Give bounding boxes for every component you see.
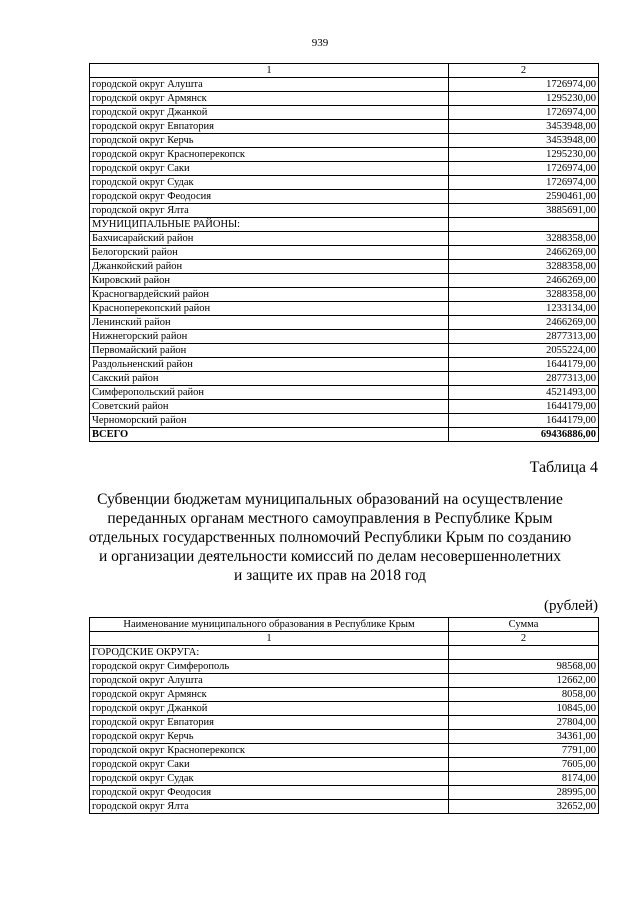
table-row (90, 786, 599, 800)
table-row (90, 260, 599, 274)
row-value: 28995,00 (449, 786, 599, 800)
row-name: Симферопольский район (90, 386, 449, 400)
title-line: и защите их прав на 2018 год (233, 567, 427, 584)
table-row (90, 162, 599, 176)
commission-subsidy-table (89, 617, 599, 814)
row-name: городской округ Алушта (90, 78, 449, 92)
row-value: 1726974,00 (449, 106, 599, 120)
row-value: 2466269,00 (449, 316, 599, 330)
row-value: 1295230,00 (449, 92, 599, 106)
row-value: 3288358,00 (449, 232, 599, 246)
row-name: городской округ Евпатория (90, 120, 449, 134)
row-name: Белогорский район (90, 246, 449, 260)
title-line: переданных органам местного самоуправления в Республике Крым (107, 510, 553, 527)
row-value: 2590461,00 (449, 190, 599, 204)
row-name: городской округ Симферополь (90, 660, 449, 674)
table-label: Таблица 4 (529, 459, 598, 476)
row-value: 1644179,00 (449, 358, 599, 372)
row-value: 98568,00 (449, 660, 599, 674)
row-value: 1726974,00 (449, 176, 599, 190)
table-row (90, 702, 599, 716)
table-row (90, 218, 599, 232)
table-row (90, 660, 599, 674)
title-line: и организации деятельности комиссий по делам несовершеннолетних (98, 548, 562, 565)
table-row (90, 274, 599, 288)
table-row (90, 232, 599, 246)
row-name: Первомайский район (90, 344, 449, 358)
row-name: Красногвардейский район (90, 288, 449, 302)
row-value: 3885691,00 (449, 204, 599, 218)
column-number-row (90, 64, 599, 78)
row-name: городской округ Армянск (90, 688, 449, 702)
table-row (90, 744, 599, 758)
row-name: городской округ Керчь (90, 730, 449, 744)
row-value: 2466269,00 (449, 274, 599, 288)
row-value: 1726974,00 (449, 78, 599, 92)
row-name: МУНИЦИПАЛЬНЫЕ РАЙОНЫ: (90, 218, 449, 232)
row-value: 10845,00 (449, 702, 599, 716)
row-name: Сакский район (90, 372, 449, 386)
row-name: Ленинский район (90, 316, 449, 330)
subsidy-table-continued (89, 63, 599, 442)
table-row (90, 344, 599, 358)
row-value: 1233134,00 (449, 302, 599, 316)
row-name: городской округ Саки (90, 758, 449, 772)
table-row (90, 758, 599, 772)
total-label: ВСЕГО (90, 428, 449, 442)
table-row (90, 176, 599, 190)
row-value: 34361,00 (449, 730, 599, 744)
row-name: городской округ Ялта (90, 800, 449, 814)
row-name: городской округ Феодосия (90, 786, 449, 800)
page-number: 939 (311, 37, 329, 49)
row-name: городской округ Джанкой (90, 702, 449, 716)
table-title (60, 490, 600, 585)
row-value: 3453948,00 (449, 134, 599, 148)
row-value (449, 646, 599, 660)
column-header-row (90, 618, 599, 632)
table-row (90, 190, 599, 204)
row-value: 27804,00 (449, 716, 599, 730)
row-value: 8174,00 (449, 772, 599, 786)
row-value: 1726974,00 (449, 162, 599, 176)
row-name: городской округ Ялта (90, 204, 449, 218)
table-row (90, 372, 599, 386)
table-row (90, 688, 599, 702)
table-row (90, 772, 599, 786)
column-number-2: 2 (449, 64, 599, 78)
row-value: 3288358,00 (449, 260, 599, 274)
table-row (90, 400, 599, 414)
row-value: 3453948,00 (449, 120, 599, 134)
table-row (90, 106, 599, 120)
row-value: 4521493,00 (449, 386, 599, 400)
table-row (90, 134, 599, 148)
row-value: 12662,00 (449, 674, 599, 688)
row-value: 3288358,00 (449, 288, 599, 302)
row-value: 1295230,00 (449, 148, 599, 162)
table-row (90, 78, 599, 92)
row-value: 8058,00 (449, 688, 599, 702)
row-name: городской округ Феодосия (90, 190, 449, 204)
row-value (449, 218, 599, 232)
row-name: городской округ Алушта (90, 674, 449, 688)
table-row (90, 204, 599, 218)
row-name: Нижнегорский район (90, 330, 449, 344)
table-row (90, 92, 599, 106)
row-name: городской округ Евпатория (90, 716, 449, 730)
table-row (90, 358, 599, 372)
table-row (90, 302, 599, 316)
table-row (90, 800, 599, 814)
table-row (90, 716, 599, 730)
row-name: городской округ Судак (90, 772, 449, 786)
column-number-1: 1 (90, 64, 449, 78)
row-name: Раздольненский район (90, 358, 449, 372)
row-value: 1644179,00 (449, 400, 599, 414)
table-row (90, 246, 599, 260)
title-line: Субвенции бюджетам муниципальных образований на осуществление (97, 491, 563, 508)
table-row (90, 330, 599, 344)
table-row (90, 148, 599, 162)
row-value: 7605,00 (449, 758, 599, 772)
row-name: городской округ Керчь (90, 134, 449, 148)
row-name: городской округ Судак (90, 176, 449, 190)
column-header-sum: Сумма (449, 618, 599, 632)
row-name: Черноморский район (90, 414, 449, 428)
column-header-name: Наименование муниципального образования в Республике Крым (90, 618, 449, 632)
row-name: Бахчисарайский район (90, 232, 449, 246)
row-value: 2877313,00 (449, 372, 599, 386)
row-name: Советский район (90, 400, 449, 414)
row-name: Джанкойский район (90, 260, 449, 274)
row-name: городской округ Красноперекопск (90, 744, 449, 758)
title-line: отдельных государственных полномочий Республики Крым по созданию (88, 529, 572, 546)
table-row (90, 386, 599, 400)
row-value: 32652,00 (449, 800, 599, 814)
table-row (90, 646, 599, 660)
row-name: городской округ Джанкой (90, 106, 449, 120)
row-value: 2466269,00 (449, 246, 599, 260)
total-row (90, 428, 599, 442)
table-row (90, 120, 599, 134)
row-value: 1644179,00 (449, 414, 599, 428)
row-name: городской округ Саки (90, 162, 449, 176)
column-number-1: 1 (90, 632, 449, 646)
units-label: (рублей) (543, 598, 598, 614)
table-row (90, 730, 599, 744)
table-row (90, 674, 599, 688)
table-row (90, 288, 599, 302)
row-name: Кировский район (90, 274, 449, 288)
table-row (90, 316, 599, 330)
column-number-2: 2 (449, 632, 599, 646)
row-value: 2877313,00 (449, 330, 599, 344)
row-value: 7791,00 (449, 744, 599, 758)
column-number-row (90, 632, 599, 646)
row-name: городской округ Армянск (90, 92, 449, 106)
row-name: городской округ Красноперекопск (90, 148, 449, 162)
table-row (90, 414, 599, 428)
total-value: 69436886,00 (449, 428, 599, 442)
row-name: ГОРОДСКИЕ ОКРУГА: (90, 646, 449, 660)
row-value: 2055224,00 (449, 344, 599, 358)
row-name: Красноперекопский район (90, 302, 449, 316)
